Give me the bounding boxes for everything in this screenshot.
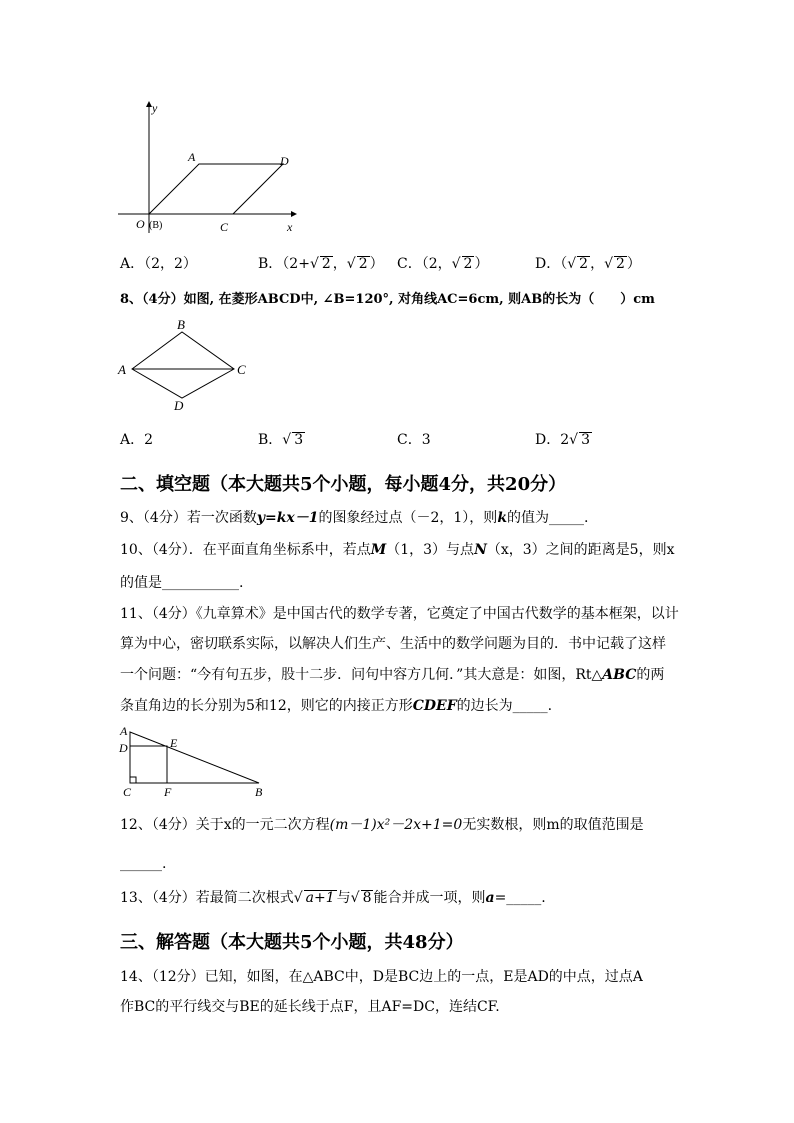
right-angle-mark: [130, 777, 136, 783]
label-e: E: [170, 736, 178, 750]
q12-line-1: 12、（4分）关于x的一元二次方程(m－1)x²－2x+1=0无实数根，则m的取值范围是: [120, 817, 644, 833]
q11-line-2: 算为中心，密切联系实际，以解决人们生产、生活中的数学问题为目的．书中记载了这样: [120, 636, 666, 652]
label-f: F: [164, 785, 172, 799]
label-c: C: [237, 362, 246, 377]
label-d: D: [174, 398, 184, 412]
q7-figure: [112, 98, 302, 238]
label-a: A: [120, 724, 128, 738]
label-o: O: [136, 217, 145, 231]
q8-rhombus-figure: [114, 316, 254, 412]
q7-option-b: B．（2+√ 2 ，√ 2 ）: [258, 256, 384, 272]
q12-line-2: ______.: [120, 856, 167, 872]
label-d: D: [280, 154, 289, 168]
label-b-paren: (B): [149, 220, 163, 231]
q11-line-1: 11、（4分）《九章算术》是中国古代的数学专著，它奠定了中国古代数学的基本框架，以计: [120, 606, 679, 622]
parallelogram: [149, 164, 283, 214]
label-b: B: [177, 317, 185, 332]
label-a: A: [118, 362, 126, 377]
label-c: C: [220, 220, 229, 234]
q10-line-2: 的值是___________.: [120, 575, 244, 591]
label-c: C: [123, 785, 132, 799]
q11-line-4: 条直角边的长分别为5和12，则它的内接正方形CDEF的边长为_____.: [120, 698, 553, 714]
q7-option-a: A．（2，2）: [120, 256, 197, 272]
q8-option-a: A．2: [120, 432, 154, 448]
q13-text: 13、（4分）若最简二次根式√ a+1 与√ 8 能合并成一项，则a=_____.: [120, 890, 546, 906]
q11-line-3: 一个问题：“今有句五步，股十二步．问句中容方几何．”其大意是：如图，Rt△ABC的两: [120, 667, 665, 683]
q10-line-1: 10、（4分）．在平面直角坐标系中，若点M（1，3）与点N（x，3）之间的距离是5，则x: [120, 542, 675, 558]
right-triangle: [130, 732, 259, 783]
q8-text: 8、（4分）如图, 在菱形ABCD中, ∠B=120°, 对角线AC=6cm, 则AB的长为（ ）cm: [120, 292, 655, 307]
y-label: y: [152, 101, 158, 115]
q7-option-c: C．（2，√ 2 ）: [397, 256, 489, 272]
q14-line-2: 作BC的平行线交与BE的延长线于点F，且AF=DC，连结CF.: [120, 999, 500, 1015]
label-b: B: [255, 785, 263, 799]
q9-text: 9、（4分）若一次函数y=kx－1的图象经过点（－2，1），则k的值为_____.: [120, 510, 589, 526]
q7-option-d: D．（√ 2 ，√ 2 ）: [535, 256, 641, 272]
q8-option-d: D．2√ 3: [535, 432, 590, 448]
label-d: D: [119, 741, 128, 755]
q11-triangle-figure: [114, 722, 274, 800]
section-2-title: 二、填空题（本大题共5个小题，每小题4分，共20分）: [120, 474, 567, 495]
q14-line-1: 14、（12分）已知，如图，在△ABC中，D是BC边上的一点，E是AD的中点，过点A: [120, 969, 643, 985]
label-a: A: [188, 150, 196, 164]
section-3-title: 三、解答题（本大题共5个小题，共48分）: [120, 932, 464, 953]
q8-option-b: B．√ 3: [258, 432, 304, 448]
q8-option-c: C．3: [397, 432, 431, 448]
x-label: x: [287, 220, 293, 234]
rhombus: [132, 332, 234, 398]
